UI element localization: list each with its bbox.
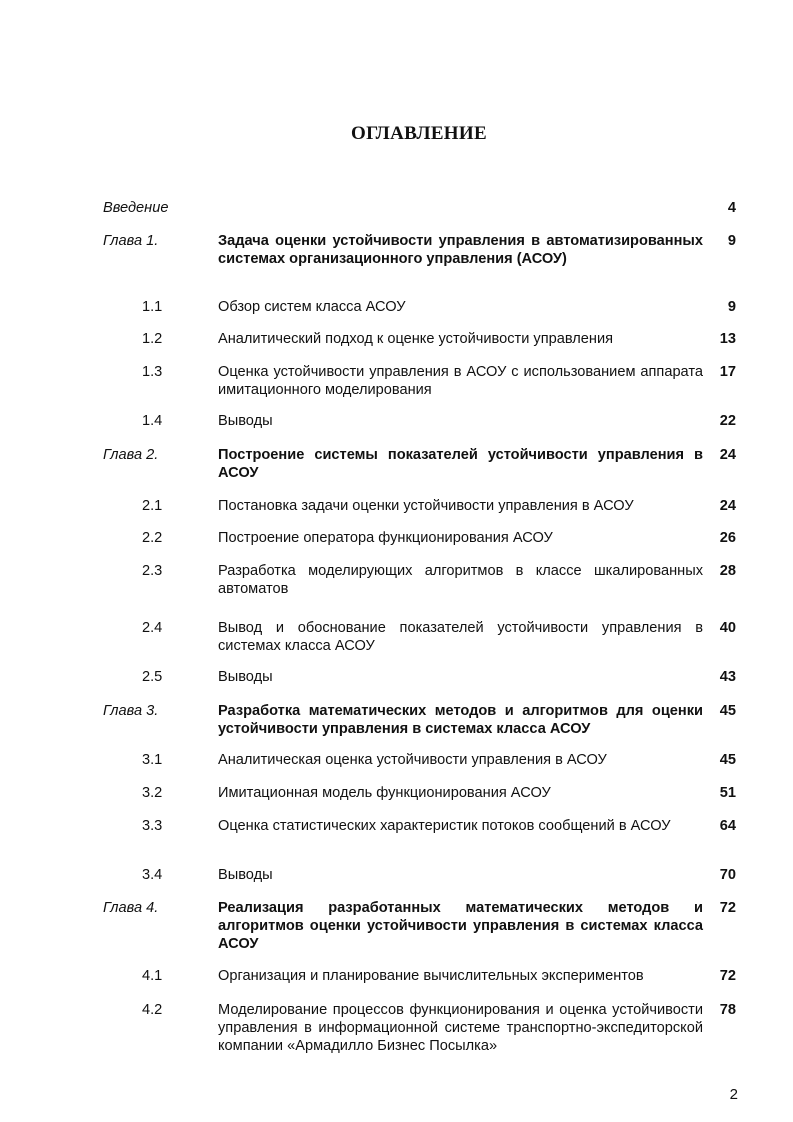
toc-entry-page: 51 [719, 785, 736, 801]
toc-entry-title: Вывод и обоснование показателей устойчивости управления в системах класса АСОУ [218, 620, 703, 654]
toc-entry-page: 43 [719, 669, 736, 685]
toc-entry-label: 1.4 [142, 413, 163, 429]
toc-entry-title: Разработка моделирующих алгоритмов в классе шкалированных автоматов [218, 563, 703, 597]
toc-entry-page: 24 [719, 447, 736, 463]
toc-entry-title: Моделирование процессов функционирования и оценка устойчивости управления в информационной системе транспортно-экспедиторской компании «Армадилло Бизнес Посылка» [218, 1002, 703, 1054]
toc-entry-title: Построение системы показателей устойчивости управления в АСОУ [218, 447, 703, 481]
toc-entry-page: 45 [719, 703, 736, 719]
toc-entry-title: Обзор систем класса АСОУ [218, 299, 406, 315]
toc-entry-label: Глава 3. [103, 703, 159, 719]
toc-entry-label: Глава 4. [103, 900, 159, 916]
toc-entry-page: 40 [719, 620, 736, 636]
toc-entry-label: 3.3 [142, 818, 163, 834]
toc-entry-title: Выводы [218, 867, 273, 883]
toc-entry-label: 2.4 [142, 620, 163, 636]
toc-entry-label: 3.2 [142, 785, 163, 801]
toc-entry-page: 64 [719, 818, 736, 834]
toc-entry-page: 24 [719, 498, 736, 514]
toc-entry-title: Реализация разработанных математических методов и алгоритмов оценки устойчивости управления в системах класса АСОУ [218, 900, 703, 952]
toc-entry-page: 70 [719, 867, 736, 883]
toc-entry-title: Имитационная модель функционирования АСОУ [218, 785, 551, 801]
toc-entry-title: Разработка математических методов и алгоритмов для оценки устойчивости управления в системах класса АСОУ [218, 703, 703, 737]
toc-entry-label: 4.1 [142, 968, 163, 984]
toc-entry-title: Постановка задачи оценки устойчивости управления в АСОУ [218, 498, 634, 514]
toc-entry-label: 1.2 [142, 331, 163, 347]
toc-entry-title: Выводы [218, 669, 273, 685]
toc-entry-title: Аналитический подход к оценке устойчивости управления [218, 331, 613, 347]
toc-entry-label: 4.2 [142, 1002, 163, 1018]
toc-entry-label: 1.1 [142, 299, 163, 315]
toc-entry-label: 3.1 [142, 752, 163, 768]
toc-entry-page: 28 [719, 563, 736, 579]
toc-entry-title: Выводы [218, 413, 273, 429]
toc-entry-label: 3.4 [142, 867, 163, 883]
toc-entry-page: 26 [719, 530, 736, 546]
toc-entry-label: Введение [103, 200, 169, 216]
toc-entry-page: 78 [719, 1002, 736, 1018]
toc-entry-page: 72 [719, 968, 736, 984]
toc-entry-title: Задача оценки устойчивости управления в автоматизированных системах организационного управления (АСОУ) [218, 233, 703, 267]
toc-entry-label: 2.3 [142, 563, 163, 579]
toc-entry-label: Глава 1. [103, 233, 159, 249]
toc-entry-label: 2.1 [142, 498, 163, 514]
toc-entry-title: Аналитическая оценка устойчивости управления в АСОУ [218, 752, 607, 768]
toc-entry-title: Построение оператора функционирования АСОУ [218, 530, 553, 546]
toc-title: ОГЛАВЛЕНИЕ [351, 123, 487, 144]
toc-entry-page: 4 [727, 200, 736, 216]
toc-entry-title: Оценка устойчивости управления в АСОУ с использованием аппарата имитационного моделирования [218, 364, 703, 398]
toc-entry-title: Организация и планирование вычислительных экспериментов [218, 968, 644, 984]
toc-entry-label: 2.5 [142, 669, 163, 685]
toc-entry-page: 72 [719, 900, 736, 916]
toc-entry-page: 17 [719, 364, 736, 380]
toc-entry-label: Глава 2. [103, 447, 159, 463]
toc-entry-label: 2.2 [142, 530, 163, 546]
toc-entry-title: Оценка статистических характеристик потоков сообщений в АСОУ [218, 818, 671, 834]
toc-entry-page: 9 [727, 299, 736, 315]
toc-entry-label: 1.3 [142, 364, 163, 380]
toc-entry-page: 9 [727, 233, 736, 249]
toc-entry-page: 13 [719, 331, 736, 347]
page-number: 2 [729, 1086, 738, 1103]
toc-entry-page: 45 [719, 752, 736, 768]
toc-entry-page: 22 [719, 413, 736, 429]
